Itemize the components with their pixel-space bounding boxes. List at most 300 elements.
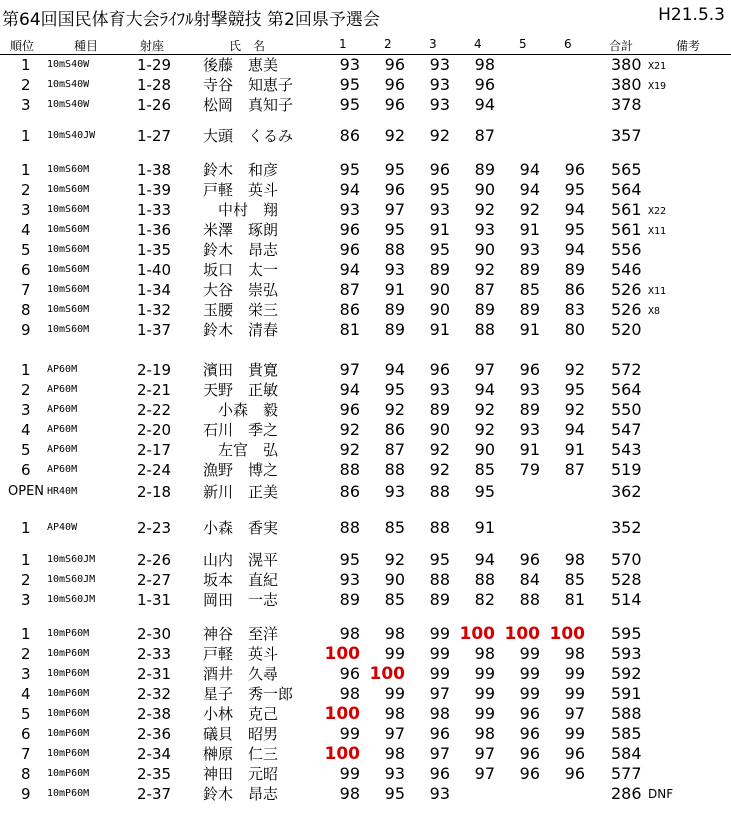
score-cell-2: 94	[384, 360, 405, 379]
table-row	[0, 764, 731, 784]
score-cell-1: 100	[324, 704, 360, 724]
note-cell: X8	[648, 306, 661, 317]
total-cell: 585	[611, 724, 642, 743]
score-cell-3: 93	[429, 75, 450, 94]
position-cell: 1-29	[137, 56, 172, 74]
score-cell-4: 87	[474, 126, 495, 145]
score-cell-6: 96	[564, 764, 585, 783]
name-cell: 鈴木 清春	[203, 321, 279, 339]
table-row	[0, 664, 731, 684]
note-cell: X22	[648, 206, 667, 217]
score-cell-4: 98	[474, 644, 495, 663]
event-date: H21.5.3	[658, 5, 725, 25]
name-cell: 戸軽 英斗	[203, 645, 279, 663]
score-cell-6: 94	[564, 420, 585, 439]
score-cell-1: 88	[339, 518, 360, 537]
header-s5: 5	[519, 37, 527, 51]
name-cell: 神田 元昭	[203, 765, 279, 783]
table-row	[0, 260, 731, 280]
score-cell-3: 92	[429, 460, 450, 479]
name-cell: 岡田 一志	[203, 591, 279, 609]
score-cell-4: 99	[474, 684, 495, 703]
rank-cell: 1	[21, 161, 31, 179]
score-cell-4: 98	[474, 724, 495, 743]
score-cell-5: 91	[519, 220, 540, 239]
table-row	[0, 240, 731, 260]
name-cell: 濱田 貴寛	[203, 361, 279, 379]
event-cell: HR40M	[47, 486, 78, 497]
score-cell-2: 90	[384, 570, 405, 589]
table-row	[0, 518, 731, 538]
score-cell-6: 85	[564, 570, 585, 589]
rank-cell: 4	[21, 685, 31, 703]
score-cell-1: 93	[339, 570, 360, 589]
score-cell-5: 94	[519, 160, 540, 179]
score-cell-3: 90	[429, 300, 450, 319]
score-cell-3: 88	[429, 482, 450, 501]
rank-cell: 2	[21, 181, 31, 199]
score-cell-1: 81	[339, 320, 360, 339]
score-cell-3: 92	[429, 440, 450, 459]
score-cell-6: 86	[564, 280, 585, 299]
score-cell-5: 85	[519, 280, 540, 299]
score-cell-2: 92	[384, 400, 405, 419]
header-s6: 6	[564, 37, 572, 51]
score-cell-1: 88	[339, 460, 360, 479]
score-cell-2: 98	[384, 704, 405, 723]
rank-cell: 3	[21, 96, 31, 114]
score-cell-5: 96	[519, 360, 540, 379]
page-title: 第64回国民体育大会ﾗｲﾌﾙ射撃競技 第2回県予選会	[2, 10, 380, 30]
header-s3: 3	[429, 37, 437, 51]
score-cell-6: 95	[564, 380, 585, 399]
score-cell-2: 100	[369, 664, 405, 684]
score-cell-6: 94	[564, 240, 585, 259]
score-cell-6: 87	[564, 460, 585, 479]
score-cell-1: 100	[324, 644, 360, 664]
score-cell-3: 93	[429, 55, 450, 74]
table-row	[0, 440, 731, 460]
score-cell-2: 95	[384, 784, 405, 803]
score-cell-3: 91	[429, 220, 450, 239]
total-cell: 593	[611, 644, 642, 663]
score-cell-3: 99	[429, 624, 450, 643]
rank-cell: 8	[21, 765, 31, 783]
score-cell-3: 93	[429, 95, 450, 114]
event-cell: 10mS60M	[47, 264, 90, 275]
rank-cell: 1	[21, 361, 31, 379]
total-cell: 362	[611, 482, 642, 501]
score-cell-6: 81	[564, 590, 585, 609]
total-cell: 286	[611, 784, 642, 803]
score-cell-1: 96	[339, 664, 360, 683]
total-cell: 564	[611, 180, 642, 199]
score-cell-6: 99	[564, 684, 585, 703]
score-cell-3: 93	[429, 380, 450, 399]
table-row	[0, 784, 731, 804]
score-cell-2: 96	[384, 180, 405, 199]
event-cell: 10mS60M	[47, 324, 90, 335]
rank-cell: 3	[21, 665, 31, 683]
score-cell-3: 90	[429, 420, 450, 439]
position-cell: 2-31	[137, 665, 172, 683]
score-cell-3: 97	[429, 744, 450, 763]
score-cell-2: 87	[384, 440, 405, 459]
name-cell: 神谷 至洋	[203, 625, 279, 643]
position-cell: 2-30	[137, 625, 172, 643]
score-cell-5: 91	[519, 440, 540, 459]
rank-cell: 5	[21, 705, 31, 723]
position-cell: 2-19	[137, 361, 172, 379]
rank-cell: 9	[21, 785, 31, 803]
score-cell-6: 99	[564, 724, 585, 743]
event-cell: 10mS60M	[47, 244, 90, 255]
total-cell: 378	[611, 95, 642, 114]
score-cell-3: 90	[429, 280, 450, 299]
total-cell: 591	[611, 684, 642, 703]
total-cell: 547	[611, 420, 642, 439]
table-row	[0, 590, 731, 610]
event-cell: AP60M	[47, 444, 78, 455]
total-cell: 352	[611, 518, 642, 537]
rank-cell: 1	[21, 551, 31, 569]
name-cell: 小林 克己	[203, 705, 279, 723]
score-cell-6: 96	[564, 744, 585, 763]
position-cell: 1-35	[137, 241, 172, 259]
name-cell: 寺谷 知恵子	[203, 76, 294, 94]
rank-cell: 1	[21, 127, 31, 145]
score-cell-3: 96	[429, 360, 450, 379]
table-row	[0, 95, 731, 115]
name-cell: 鈴木 昂志	[203, 785, 279, 803]
score-cell-2: 98	[384, 744, 405, 763]
total-cell: 556	[611, 240, 642, 259]
name-cell: 漁野 博之	[203, 461, 279, 479]
score-cell-5: 96	[519, 724, 540, 743]
table-row	[0, 460, 731, 480]
total-cell: 519	[611, 460, 642, 479]
score-cell-2: 95	[384, 160, 405, 179]
position-cell: 1-37	[137, 321, 172, 339]
score-cell-6: 80	[564, 320, 585, 339]
score-cell-4: 92	[474, 400, 495, 419]
score-cell-2: 86	[384, 420, 405, 439]
position-cell: 2-36	[137, 725, 172, 743]
score-cell-6: 91	[564, 440, 585, 459]
score-cell-1: 86	[339, 482, 360, 501]
score-cell-4: 99	[474, 664, 495, 683]
score-cell-6: 92	[564, 360, 585, 379]
total-cell: 520	[611, 320, 642, 339]
name-cell: 石川 季之	[203, 421, 279, 439]
score-cell-3: 96	[429, 160, 450, 179]
score-cell-2: 92	[384, 126, 405, 145]
score-cell-5: 100	[504, 624, 540, 644]
rank-cell: OPEN	[8, 484, 45, 499]
score-cell-5: 84	[519, 570, 540, 589]
score-cell-5: 89	[519, 300, 540, 319]
score-cell-2: 91	[384, 280, 405, 299]
event-cell: 10mS60M	[47, 184, 90, 195]
score-cell-4: 93	[474, 220, 495, 239]
score-cell-2: 96	[384, 55, 405, 74]
score-cell-2: 96	[384, 95, 405, 114]
score-cell-3: 96	[429, 764, 450, 783]
total-cell: 570	[611, 550, 642, 569]
total-cell: 564	[611, 380, 642, 399]
event-cell: 10mS40W	[47, 79, 90, 90]
rank-cell: 8	[21, 301, 31, 319]
score-cell-2: 97	[384, 724, 405, 743]
score-cell-1: 98	[339, 784, 360, 803]
score-cell-2: 98	[384, 624, 405, 643]
name-cell: 後藤 恵美	[203, 56, 279, 74]
score-cell-6: 94	[564, 200, 585, 219]
table-row	[0, 550, 731, 570]
score-cell-4: 90	[474, 440, 495, 459]
event-cell: 10mS40JW	[47, 130, 96, 141]
total-cell: 588	[611, 704, 642, 723]
position-cell: 1-28	[137, 76, 172, 94]
score-cell-5: 92	[519, 200, 540, 219]
total-cell: 357	[611, 126, 642, 145]
table-row	[0, 126, 731, 146]
score-cell-1: 94	[339, 180, 360, 199]
score-cell-2: 88	[384, 240, 405, 259]
score-cell-3: 93	[429, 784, 450, 803]
name-cell: 礒貝 昭男	[203, 725, 279, 743]
score-cell-3: 99	[429, 644, 450, 663]
score-cell-4: 95	[474, 482, 495, 501]
score-cell-6: 95	[564, 180, 585, 199]
score-cell-1: 95	[339, 550, 360, 569]
table-row	[0, 220, 731, 240]
score-cell-6: 98	[564, 550, 585, 569]
score-cell-5: 89	[519, 260, 540, 279]
score-cell-3: 88	[429, 570, 450, 589]
score-cell-4: 85	[474, 460, 495, 479]
score-cell-3: 98	[429, 704, 450, 723]
event-cell: 10mP60M	[47, 668, 90, 679]
score-cell-6: 96	[564, 160, 585, 179]
position-cell: 1-31	[137, 591, 172, 609]
position-cell: 2-35	[137, 765, 172, 783]
score-cell-2: 95	[384, 220, 405, 239]
rank-cell: 3	[21, 401, 31, 419]
score-cell-1: 99	[339, 764, 360, 783]
event-cell: AP60M	[47, 404, 78, 415]
position-cell: 1-34	[137, 281, 172, 299]
total-cell: 526	[611, 300, 642, 319]
score-cell-4: 97	[474, 744, 495, 763]
score-cell-1: 95	[339, 160, 360, 179]
score-cell-1: 86	[339, 126, 360, 145]
name-cell: 玉腰 栄三	[203, 301, 279, 319]
table-row	[0, 320, 731, 340]
header-note: 備考	[676, 39, 701, 53]
score-cell-1: 97	[339, 360, 360, 379]
score-cell-5: 99	[519, 644, 540, 663]
score-cell-1: 93	[339, 55, 360, 74]
score-cell-3: 96	[429, 724, 450, 743]
event-cell: 10mP60M	[47, 768, 90, 779]
rank-cell: 2	[21, 571, 31, 589]
score-cell-1: 96	[339, 240, 360, 259]
table-row	[0, 280, 731, 300]
position-cell: 1-38	[137, 161, 172, 179]
total-cell: 514	[611, 590, 642, 609]
score-cell-3: 95	[429, 180, 450, 199]
name-cell: 天野 正敏	[203, 381, 279, 399]
note-cell: X11	[648, 286, 667, 297]
total-cell: 565	[611, 160, 642, 179]
score-cell-3: 88	[429, 518, 450, 537]
score-cell-4: 94	[474, 550, 495, 569]
event-cell: AP60M	[47, 464, 78, 475]
score-cell-3: 89	[429, 400, 450, 419]
score-cell-6: 95	[564, 220, 585, 239]
score-cell-5: 96	[519, 744, 540, 763]
score-cell-6: 89	[564, 260, 585, 279]
position-cell: 2-33	[137, 645, 172, 663]
event-cell: 10mS60M	[47, 204, 90, 215]
event-cell: 10mS60M	[47, 164, 90, 175]
position-cell: 2-21	[137, 381, 172, 399]
score-cell-4: 92	[474, 200, 495, 219]
table-row	[0, 744, 731, 764]
score-cell-4: 91	[474, 518, 495, 537]
table-row	[0, 624, 731, 644]
score-cell-4: 97	[474, 764, 495, 783]
score-cell-2: 93	[384, 482, 405, 501]
position-cell: 2-37	[137, 785, 172, 803]
score-cell-4: 89	[474, 300, 495, 319]
score-cell-4: 98	[474, 55, 495, 74]
score-cell-3: 95	[429, 240, 450, 259]
score-cell-4: 96	[474, 75, 495, 94]
header-event: 種目	[74, 39, 99, 53]
name-cell: 大谷 崇弘	[203, 281, 279, 299]
score-cell-1: 94	[339, 380, 360, 399]
position-cell: 2-22	[137, 401, 172, 419]
score-cell-4: 89	[474, 160, 495, 179]
score-cell-3: 92	[429, 126, 450, 145]
event-cell: 10mP60M	[47, 688, 90, 699]
position-cell: 1-36	[137, 221, 172, 239]
score-cell-5: 96	[519, 704, 540, 723]
table-row	[0, 75, 731, 95]
event-cell: AP60M	[47, 424, 78, 435]
name-cell: 酒井 久尋	[203, 665, 279, 683]
rank-cell: 3	[21, 201, 31, 219]
score-cell-6: 97	[564, 704, 585, 723]
total-cell: 526	[611, 280, 642, 299]
score-cell-2: 99	[384, 644, 405, 663]
score-cell-5: 93	[519, 380, 540, 399]
event-cell: 10mP60M	[47, 748, 90, 759]
score-cell-3: 89	[429, 590, 450, 609]
table-row	[0, 180, 731, 200]
table-row	[0, 300, 731, 320]
name-cell: 松岡 真知子	[203, 96, 294, 114]
name-cell: 坂本 直紀	[203, 571, 279, 589]
name-cell: 山内 滉平	[203, 551, 279, 569]
score-cell-1: 93	[339, 200, 360, 219]
score-cell-4: 88	[474, 320, 495, 339]
score-cell-6: 83	[564, 300, 585, 319]
score-cell-6: 92	[564, 400, 585, 419]
score-cell-4: 82	[474, 590, 495, 609]
rank-cell: 2	[21, 645, 31, 663]
header-rank: 順位	[10, 39, 35, 53]
rank-cell: 4	[21, 421, 31, 439]
name-cell: 戸軽 英斗	[203, 181, 279, 199]
event-cell: 10mP60M	[47, 728, 90, 739]
score-cell-1: 100	[324, 744, 360, 764]
name-cell: 左官 弘	[203, 441, 279, 459]
header-s2: 2	[384, 37, 392, 51]
score-cell-5: 89	[519, 400, 540, 419]
position-cell: 2-17	[137, 441, 172, 459]
score-cell-1: 96	[339, 400, 360, 419]
score-cell-2: 96	[384, 75, 405, 94]
score-cell-4: 92	[474, 420, 495, 439]
note-cell: DNF	[648, 787, 674, 801]
name-cell: 小森 香実	[203, 519, 279, 537]
score-cell-4: 90	[474, 180, 495, 199]
name-cell: 鈴木 昂志	[203, 241, 279, 259]
name-cell: 坂口 太一	[203, 261, 279, 279]
event-cell: AP60M	[47, 384, 78, 395]
name-cell: 小森 毅	[203, 401, 279, 419]
score-cell-4: 94	[474, 95, 495, 114]
rank-cell: 7	[21, 745, 31, 763]
score-cell-2: 85	[384, 590, 405, 609]
score-cell-1: 95	[339, 75, 360, 94]
score-cell-4: 97	[474, 360, 495, 379]
position-cell: 2-32	[137, 685, 172, 703]
event-cell: 10mS40W	[47, 99, 90, 110]
rank-cell: 7	[21, 281, 31, 299]
position-cell: 2-34	[137, 745, 172, 763]
score-cell-2: 93	[384, 260, 405, 279]
score-cell-5: 93	[519, 240, 540, 259]
table-row	[0, 380, 731, 400]
event-cell: 10mS60M	[47, 224, 90, 235]
table-row	[0, 420, 731, 440]
rank-cell: 3	[21, 591, 31, 609]
table-row	[0, 200, 731, 220]
event-cell: 10mS40W	[47, 59, 90, 70]
rank-cell: 1	[21, 56, 31, 74]
note-cell: X11	[648, 226, 667, 237]
position-cell: 2-27	[137, 571, 172, 589]
table-row	[0, 160, 731, 180]
header-s1: 1	[339, 37, 347, 51]
score-cell-2: 85	[384, 518, 405, 537]
score-cell-1: 98	[339, 624, 360, 643]
total-cell: 561	[611, 200, 642, 219]
total-cell: 380	[611, 55, 642, 74]
score-cell-5: 88	[519, 590, 540, 609]
score-cell-4: 94	[474, 380, 495, 399]
score-cell-1: 98	[339, 684, 360, 703]
position-cell: 1-39	[137, 181, 172, 199]
event-cell: 10mS60JM	[47, 594, 96, 605]
score-cell-2: 93	[384, 764, 405, 783]
header-name: 氏 名	[229, 39, 266, 53]
score-cell-5: 99	[519, 684, 540, 703]
